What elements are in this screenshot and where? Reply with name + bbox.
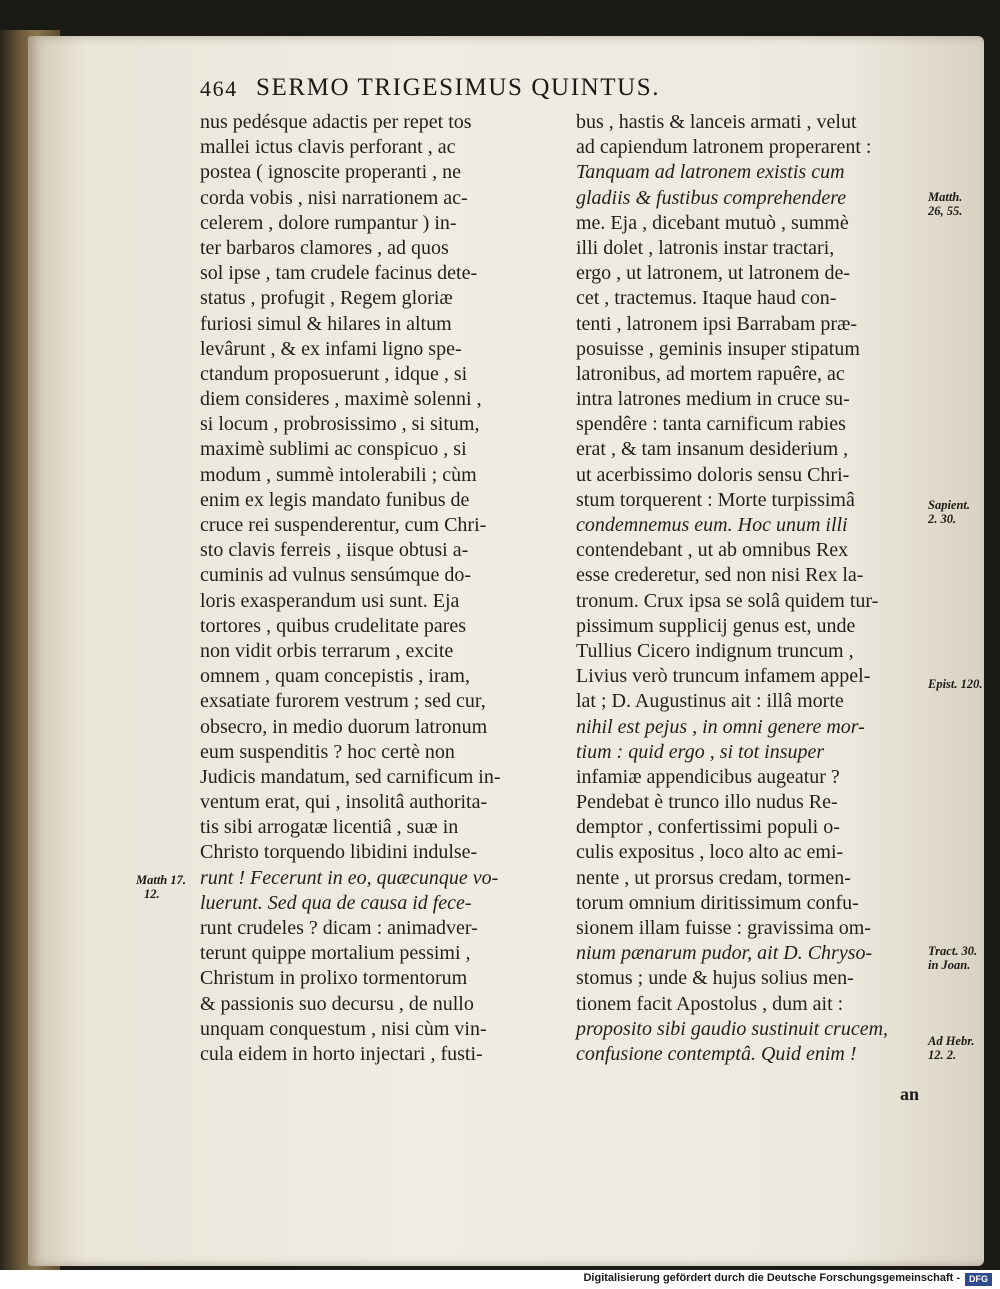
- dfg-logo: DFG: [965, 1273, 992, 1286]
- margin-note-line: Epist. 120.: [928, 677, 983, 691]
- right-column-line: cet , tractemus. Itaque haud con-: [576, 287, 837, 310]
- left-column-line: si locum , probrosissimo , si situm,: [200, 413, 480, 436]
- margin-note-line: in Joan.: [928, 958, 971, 972]
- right-column-line: contendebant , ut ab omnibus Rex: [576, 539, 849, 562]
- right-text-column: [576, 110, 928, 1067]
- right-column-line: tium : quid ergo , si tot insuper: [576, 740, 825, 763]
- left-column-line: furiosi simul & hilares in altum: [200, 312, 452, 335]
- right-column-line: Tanquam ad latronem existis cum: [576, 161, 845, 184]
- right-column-line: gladiis & fustibus comprehendere: [576, 186, 847, 209]
- left-column-line: Christo torquendo libidini indulse-: [200, 841, 478, 864]
- left-column-line: status , profugit , Regem gloriæ: [200, 287, 453, 310]
- right-column-line: me. Eja , dicebant mutuò , summè: [576, 211, 849, 234]
- running-head: [200, 72, 800, 108]
- margin-note-line: 12.: [144, 887, 160, 901]
- right-column-line: spendêre : tanta carnificum rabies: [576, 413, 846, 436]
- margin-note-matth-17: [136, 873, 186, 901]
- left-column-line: runt crudeles ? dicam : animadver-: [200, 917, 478, 939]
- right-column-line: bus , hastis & lanceis armati , velut: [576, 111, 857, 133]
- left-column-line: ctandum proposuerunt , idque , si: [200, 362, 468, 385]
- left-column-line: terunt quippe mortalium pessimi ,: [200, 942, 471, 965]
- right-column-line: nium pænarum pudor, ait D. Chryso-: [576, 942, 873, 965]
- right-column-line: tionem facit Apostolus , dum ait :: [576, 992, 844, 1015]
- left-column-line: sto clavis ferreis , iisque obtusi a-: [200, 539, 469, 562]
- left-column-line: cula eidem in horto injectari , fusti-: [200, 1042, 483, 1065]
- left-column-line: omnem , quam concepistis , iram,: [200, 665, 470, 688]
- right-column-line: ut acerbissimo doloris sensu Chri-: [576, 463, 850, 486]
- left-column-line: Judicis mandatum, sed carnificum in-: [200, 765, 501, 788]
- right-column-line: ad capiendum latronem properarent :: [576, 136, 872, 159]
- left-column-line: corda vobis , nisi narrationem ac-: [200, 186, 468, 209]
- right-column-line: condemnemus eum. Hoc unum illi: [576, 514, 848, 536]
- right-column-line: demptor , confertissimi populi o-: [576, 816, 840, 839]
- left-column-line: runt ! Fecerunt in eo, quæcunque vo-: [200, 866, 499, 889]
- left-column-line: eum suspenditis ? hoc certè non: [200, 740, 455, 763]
- left-column-line: tis sibi arrogatæ licentiâ , suæ in: [200, 816, 459, 839]
- left-column-line: Christum in prolixo tormentorum: [200, 967, 468, 990]
- left-column-line: ventum erat, qui , insolitâ authorita-: [200, 791, 488, 814]
- catchword: an: [900, 1084, 920, 1104]
- margin-note-line: 12. 2.: [928, 1048, 957, 1062]
- running-title: SERMO TRIGESIMUS QUINTUS.: [256, 74, 661, 101]
- right-column-line: stomus ; unde & hujus solius men-: [576, 967, 854, 990]
- right-column-line: Tullius Cicero indignum truncum ,: [576, 639, 854, 662]
- left-column-line: exsatiate furorem vestrum ; sed cur,: [200, 690, 486, 713]
- left-column-line: modum , summè intolerabili ; cùm: [200, 463, 477, 486]
- right-column-line: ergo , ut latronem, ut latronem de-: [576, 262, 850, 285]
- right-column-line: lat ; D. Augustinus ait : illâ morte: [576, 690, 844, 713]
- left-column-line: enim ex legis mandato funibus de: [200, 488, 470, 511]
- left-column-line: levârunt , & ex infami ligno spe-: [200, 337, 462, 360]
- left-column-line: obsecro, in medio duorum latronum: [200, 715, 488, 738]
- left-column-line: & passionis suo decursu , de nullo: [200, 992, 474, 1015]
- left-column-line: unquam conquestum , nisi cùm vin-: [200, 1017, 487, 1040]
- margin-note-line: Tract. 30.: [928, 944, 978, 958]
- right-column-line: proposito sibi gaudio sustinuit crucem,: [576, 1017, 889, 1040]
- margin-note-line: 2. 30.: [928, 512, 957, 526]
- left-column-line: ter barbaros clamores , ad quos: [200, 236, 449, 259]
- right-column-line: pissimum supplicij genus est, unde: [576, 614, 856, 637]
- right-column-line: infamiæ appendicibus augeatur ?: [576, 765, 840, 788]
- right-column-line: erat , & tam insanum desiderium ,: [576, 438, 849, 461]
- right-column-line: culis expositus , loco alto ac emi-: [576, 841, 844, 864]
- margin-note-sapient: [928, 498, 970, 526]
- right-column-line: nihil est pejus , in omni genere mor-: [576, 715, 865, 738]
- footer-bar: [0, 1270, 1000, 1289]
- left-column-line: luerunt. Sed qua de causa id fece-: [200, 891, 472, 914]
- left-column-line: non vidit orbis terrarum , excite: [200, 639, 454, 662]
- right-column-line: esse crederetur, sed non nisi Rex la-: [576, 564, 864, 587]
- left-column-line: nus pedésque adactis per repet tos: [200, 111, 472, 133]
- left-column-line: loris exasperandum usi sunt. Eja: [200, 589, 460, 612]
- right-column-line: latronibus, ad mortem rapuêre, ac: [576, 362, 845, 385]
- left-text-column: [200, 110, 552, 1067]
- right-column-line: stum torquerent : Morte turpissimâ: [576, 488, 855, 511]
- margin-note-tract: [928, 944, 977, 972]
- page-number: 464: [200, 76, 238, 101]
- left-column-line: celerem , dolore rumpantur ) in-: [200, 211, 457, 234]
- right-column-line: Pendebat è trunco illo nudus Re-: [576, 791, 838, 814]
- margin-note-line: Sapient.: [928, 498, 971, 512]
- left-column-line: cruce rei suspenderentur, cum Chri-: [200, 514, 487, 536]
- right-column-line: intra latrones medium in cruce su-: [576, 388, 850, 411]
- margin-note-epist: [928, 677, 983, 691]
- left-column-line: sol ipse , tam crudele facinus dete-: [200, 262, 478, 285]
- right-column-line: confusione contemptâ. Quid enim !: [576, 1042, 857, 1065]
- right-column-line: torum omnium diritissimum confu-: [576, 891, 859, 914]
- right-column-line: tenti , latronem ipsi Barrabam præ-: [576, 312, 858, 335]
- right-column-line: tronum. Crux ipsa se solâ quidem tur-: [576, 589, 879, 612]
- left-column-line: cuminis ad vulnus sensúmque do-: [200, 564, 472, 587]
- right-column-line: sionem illam fuisse : gravissima om-: [576, 917, 871, 939]
- margin-note-matth-26: [928, 190, 962, 218]
- right-column-line: nente , ut prorsus credam, tormen-: [576, 866, 851, 889]
- funding-notice: Digitalisierung gefördert durch die Deutsche Forschungsgemeinschaft -: [583, 1272, 960, 1284]
- right-column-line: illi dolet , latronis instar tractari,: [576, 236, 835, 259]
- margin-note-line: Matth.: [928, 190, 963, 204]
- left-column-line: maximè sublimi ac conspicuo , si: [200, 438, 467, 461]
- left-column-line: diem consideres , maximè solenni ,: [200, 388, 482, 411]
- margin-note-ad-hebr: [928, 1034, 975, 1062]
- margin-note-line: Ad Hebr.: [928, 1034, 975, 1048]
- right-column-line: Livius verò truncum infamem appel-: [576, 665, 871, 688]
- margin-note-line: Matth 17.: [136, 873, 187, 887]
- right-column-line: posuisse , geminis insuper stipatum: [576, 337, 860, 360]
- margin-note-line: 26, 55.: [928, 204, 963, 218]
- left-column-line: tortores , quibus crudelitate pares: [200, 614, 467, 637]
- left-column-line: postea ( ignoscite properanti , ne: [200, 161, 462, 184]
- left-column-line: mallei ictus clavis perforant , ac: [200, 136, 456, 159]
